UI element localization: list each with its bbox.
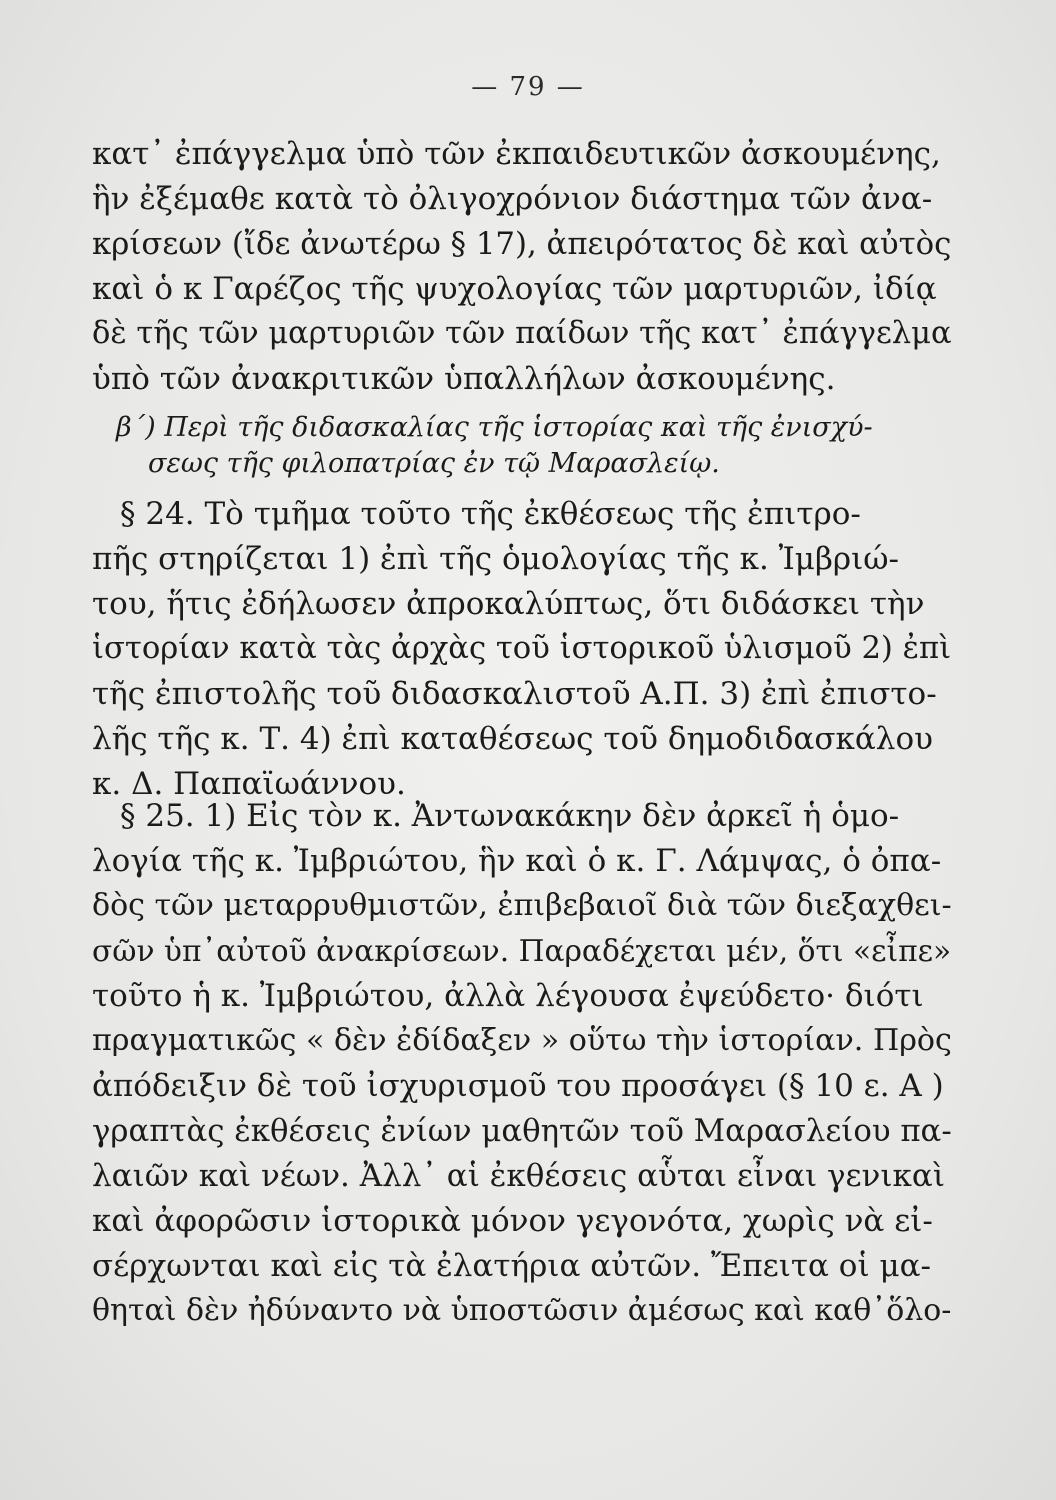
text-line: ἣν ἐξέμαθε κατὰ τὸ ὀλιγοχρόνιον διάστημα τῶν ἀνα- (92, 181, 933, 217)
text-line: δὲ τῆς τῶν μαρτυριῶν τῶν παίδων τῆς κατ᾽ ἐπάγγελμα (92, 316, 952, 351)
text-line: τῆς ἐπιστολῆς τοῦ διδασκαλιστοῦ Α.Π. 3) ἐπὶ ἐπιστο- (92, 676, 937, 712)
text-line: ἀπόδειξιν δὲ τοῦ ἰσχυρισμοῦ του προσάγει (§ 10 ε. Α ) (92, 1068, 944, 1104)
text-line: πραγματικῶς « δὲν ἐδίδαξεν » οὕτω τὴν ἱστορίαν. Πρὸς (92, 1023, 952, 1058)
text-line: πῆς στηρίζεται 1) ἐπὶ τῆς ὁμολογίας τῆς κ. Ἰμβριώ- (92, 541, 899, 577)
text-line: καὶ ὁ κ Γαρέζος τῆς ψυχολογίας τῶν μαρτυριῶν, ἰδίᾳ (92, 271, 937, 307)
page-number: — 79 — (471, 72, 585, 102)
text-line: λογία τῆς κ. Ἰμβριώτου, ἣν καὶ ὁ κ. Γ. Λάμψας, ὁ ὀπα- (92, 843, 942, 879)
text-line: κατ᾽ ἐπάγγελμα ὑπὸ τῶν ἐκπαιδευτικῶν ἀσκουμένης, (92, 136, 941, 172)
text-line: κ. Δ. Παπαϊωάννου. (92, 766, 406, 802)
text-line: σέρχωνται καὶ εἰς τὰ ἐλατήρια αὐτῶν. Ἔπειτα οἱ μα- (92, 1248, 932, 1284)
text-line: ὑπὸ τῶν ἀνακριτικῶν ὑπαλλήλων ἀσκουμένης. (92, 361, 836, 397)
text-line: θηταὶ δὲν ἠδύναντο νὰ ὑποστῶσιν ἀμέσως καὶ καθ᾽ὅλο- (92, 1293, 952, 1328)
text-line: § 24. Τὸ τμῆμα τοῦτο τῆς ἐκθέσεως τῆς ἐπιτρο- (120, 496, 861, 532)
text-line: λαιῶν καὶ νέων. Ἀλλ᾽ αἱ ἐκθέσεις αὗται εἶναι γενικαὶ (92, 1158, 945, 1194)
text-line: ἱστορίαν κατὰ τὰς ἀρχὰς τοῦ ἱστορικοῦ ὑλισμοῦ 2) ἐπὶ (92, 631, 952, 666)
text-line: καὶ ἀφορῶσιν ἱστορικὰ μόνον γεγονότα, χωρὶς νὰ εἰ- (92, 1203, 933, 1239)
text-line: § 25. 1) Εἰς τὸν κ. Ἀντωνακάκην δὲν ἀρκεῖ ἡ ὁμο- (120, 798, 900, 834)
text-line: κρίσεων (ἴδε ἀνωτέρω § 17), ἀπειρότατος δὲ καὶ αὐτὸς (92, 226, 952, 262)
text-line: του, ἥτις ἐδήλωσεν ἀπροκαλύπτως, ὅτι διδάσκει τὴν (92, 586, 925, 622)
heading-line: β´) Περὶ τῆς διδασκαλίας τῆς ἱστορίας καὶ τῆς ἐνισχύ- (116, 412, 873, 443)
heading-line: σεως τῆς φιλοπατρίας ἐν τῷ Μαρασλείῳ. (148, 448, 720, 479)
text-line: τοῦτο ἡ κ. Ἰμβριώτου, ἀλλὰ λέγουσα ἐψεύδετο· διότι (92, 978, 924, 1014)
text-line: δὸς τῶν μεταρρυθμιστῶν, ἐπιβεβαιοῖ διὰ τῶν διεξαχθει- (92, 888, 952, 923)
text-line: γραπτὰς ἐκθέσεις ἐνίων μαθητῶν τοῦ Μαρασλείου πα- (92, 1113, 952, 1149)
text-line: λῆς τῆς κ. Τ. 4) ἐπὶ καταθέσεως τοῦ δημοδιδασκάλου (92, 721, 933, 757)
text-line: σῶν ὑπ᾽αὐτοῦ ἀνακρίσεων. Παραδέχεται μέν, ὅτι «εἶπε» (92, 933, 952, 968)
